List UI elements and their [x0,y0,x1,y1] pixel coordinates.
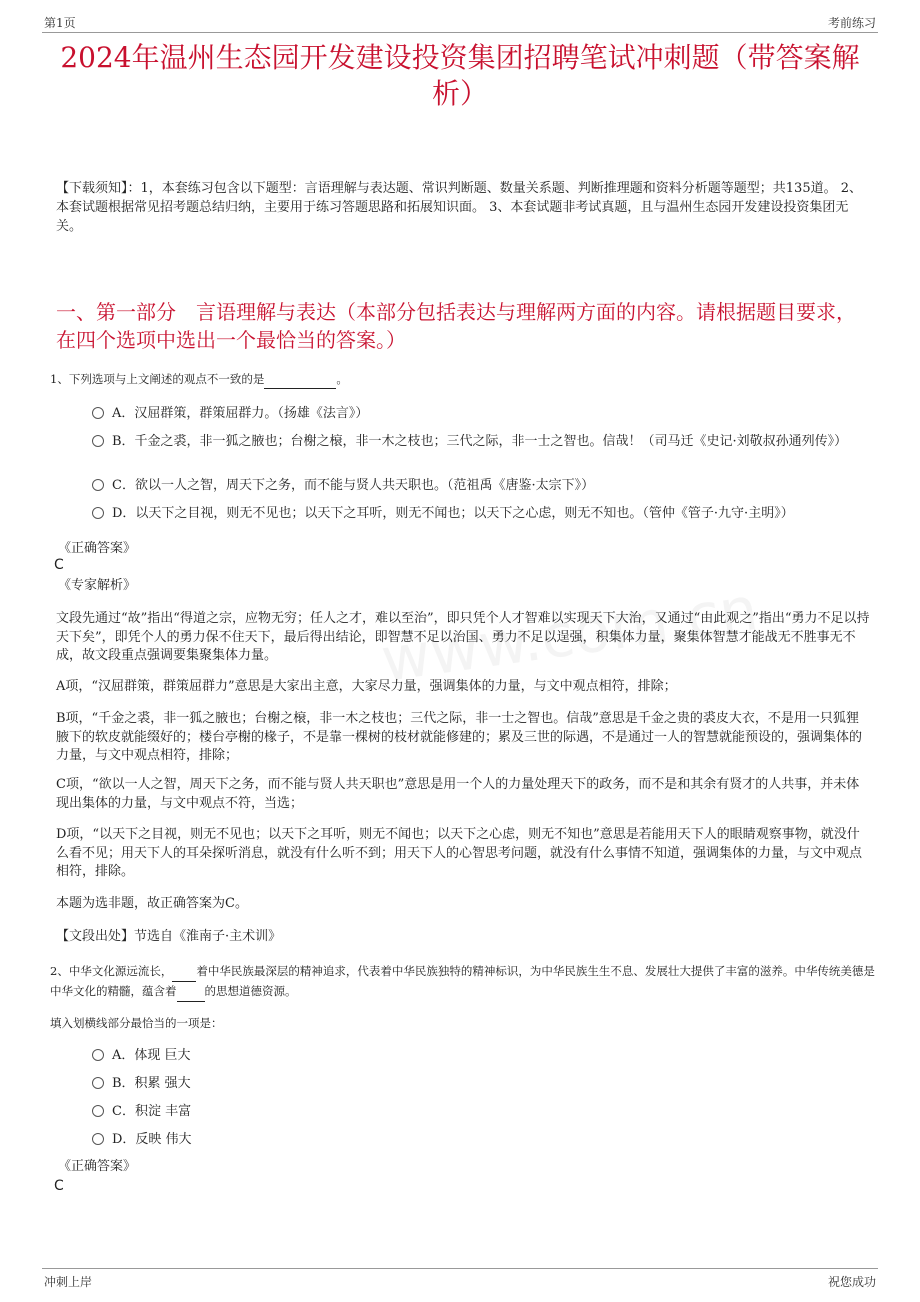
option-b[interactable] [92,432,882,452]
section-title: 一、第一部分 言语理解与表达（本部分包括表达与理解两方面的内容。请根据题目要求，在四个选项中选出一个最恰当的答案。） [56,300,856,352]
document-title: 2024年温州生态园开发建设投资集团招聘笔试冲刺题（带答案解析） [60,41,860,110]
option-d-label: D．以天下之目视，则无不见也；以天下之耳听，则无不闻也；以天下之心虑，则无不知也。（管仲《管子·九守·主明》） [112,506,794,521]
page-header [42,12,878,33]
answer-label: 《正确答案》 [58,1159,137,1174]
page-footer [42,1268,878,1295]
option-c[interactable] [92,1102,882,1122]
radio-icon[interactable] [92,479,104,491]
question-2-text: 着中华民族最深层的精神追求，代表着中华民族独特的精神标识，为中华民族生生不息、发展壮大提供了丰富的滋养。中华传统美德是中华文化的精髓，蕴含着 [50,964,875,998]
source-note: 【文段出处】节选自《淮南子·主术训》 [56,929,282,944]
radio-icon[interactable] [92,407,104,419]
analysis-paragraph: D项，“以天下之目视，则无不见也；以天下之耳听，则无不闻也；以天下之心虑，则无不知也”意思是若能用天下人的眼睛观察事物，就没什么看不见；用天下人的耳朵探听消息，就没有什么听不到；用天下人的心智思考问题，就没有什么事情不知道，强调集体的力量，与文中观点相符，排除。 [56,827,863,879]
option-a[interactable] [92,404,882,424]
option-d[interactable] [92,504,882,524]
answer-blank [264,370,336,389]
option-b-label: B．积累 强大 [112,1076,191,1091]
radio-icon[interactable] [92,1077,104,1089]
radio-icon[interactable] [92,507,104,519]
analysis-paragraph: C项，“欲以一人之智，周天下之务，而不能与贤人共天职也”意思是用一个人的力量处理天下的政务，而不是和其余有贤才的人共事，并未体现出集体的力量，与文中观点不符，当选； [56,777,860,811]
answer-blank [172,962,196,982]
option-c[interactable] [92,476,882,496]
footer-left: 冲刺上岸 [44,1275,93,1289]
page-number: 第1页 [44,16,76,30]
option-c-label: C．积淀 丰富 [112,1104,192,1119]
option-a-label: A．体现 巨大 [112,1048,191,1063]
option-b[interactable] [92,1074,882,1094]
question-2-text: 的思想道德资源。 [204,984,297,998]
question-1-stem [50,370,870,389]
option-a-label: A．汉屈群策，群策屈群力。（扬雄《法言》） [112,406,369,421]
answer-value: C [54,557,64,573]
question-2-text: 2、中华文化源远流长， [50,964,173,978]
analysis-conclusion: 本题为选非题，故正确答案为C。 [56,896,248,911]
question-1-text: 1、下列选项与上文阐述的观点不一致的是 [50,372,265,386]
answer-value: C [54,1178,64,1194]
footer-right: 祝您成功 [827,1275,876,1289]
option-b-label: B．千金之裘，非一狐之腋也；台榭之榱，非一木之枝也；三代之际，非一士之智也。信哉！（司马迁《史记·刘敬叔孙通列传》） [112,434,848,449]
analysis-paragraph: B项，“千金之裘，非一狐之腋也；台榭之榱，非一木之枝也；三代之际，非一士之智也。信哉”意思是千金之贵的裘皮大衣，不是用一只狐狸腋下的软皮就能缀好的；楼台亭榭的椽子，不是靠一棵树的枝材就能修建的；累及三世的际遇，不是通过一人的智慧就能预设的，强调集体的力量，与文中观点相符，排除； [56,711,863,763]
option-d[interactable] [92,1130,882,1150]
analysis-label: 《专家解析》 [58,578,137,593]
answer-label: 《正确答案》 [58,541,137,556]
answer-blank [177,982,205,1002]
radio-icon[interactable] [92,1133,104,1145]
radio-icon[interactable] [92,1105,104,1117]
radio-icon[interactable] [92,435,104,447]
option-c-label: C．欲以一人之智，周天下之务，而不能与贤人共天职也。（范祖禹《唐鉴·太宗下》） [112,478,595,493]
question-2-stem [50,962,875,1002]
analysis-paragraph: 文段先通过“故”指出“得道之宗，应物无穷；任人之才，难以至治”，即只凭个人才智难以实现天下大治，又通过“由此观之”指出“勇力不足以持天下矣”，即凭个人的勇力保不住天下，最后得出结论，即智慧不足以治国、勇力不足以逞强，积集体力量，聚集体智慧才能战无不胜事无不成，故文段重点强调要集聚集体力量。 [56,611,870,663]
question-1-end: 。 [336,372,348,386]
question-2-prompt: 填入划横线部分最恰当的一项是： [50,1016,223,1030]
download-notice: 【下载须知】：1，本套练习包含以下题型：言语理解与表达题、常识判断题、数量关系题、判断推理题和资料分析题等题型；共135道。 2、本套试题根据常见招考题总结归纳，主要用于练习答题思路和拓展知识面。 3、本套试题非考试真题，且与温州生态园开发建设投资集团无关。 [56,181,862,234]
option-a[interactable] [92,1046,882,1066]
radio-icon[interactable] [92,1049,104,1061]
option-d-label: D．反映 伟大 [112,1132,192,1147]
header-tag: 考前练习 [827,16,876,30]
analysis-paragraph: A项，“汉屈群策，群策屈群力”意思是大家出主意，大家尽力量，强调集体的力量，与文中观点相符，排除； [56,679,677,694]
